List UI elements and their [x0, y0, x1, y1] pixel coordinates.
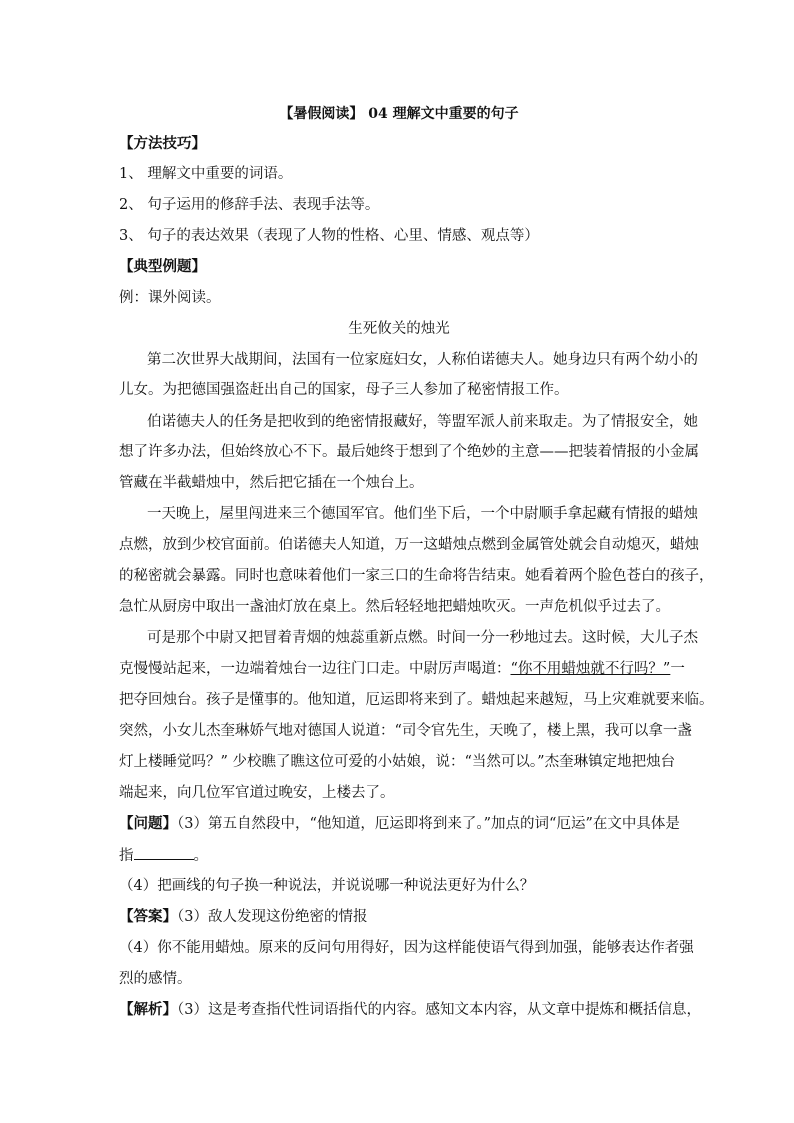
- document-title: 【暑假阅读】 04 理解文中重要的句子: [279, 106, 519, 122]
- answer-4-line-2: 烈的感情。: [119, 971, 192, 987]
- answer-4-line-1: （4）你不能用蜡烛。原来的反问句用得好，因为这样能使语气得到加强，能够表达作者强: [119, 940, 694, 956]
- question-3-text: （3）第五自然段中，“他知道，厄运即将到来了。”加点的词“厄运”在文中具体是: [177, 816, 680, 832]
- story-line: 伯诺德夫人的任务是把收到的绝密情报藏好，等盟军派人前来取走。为了情报安全，她: [147, 414, 698, 430]
- story-line: 急忙从厨房中取出一盏油灯放在桌上。然后轻轻地把蜡烛吹灭。一声危机似乎过去了。: [119, 599, 670, 615]
- story-line-text: 克慢慢站起来，一边端着烛台一边往门口走。中尉厉声喝道：: [119, 661, 511, 677]
- story-line: 的秘密就会暴露。同时也意味着他们一家三口的生命将告结束。她看着两个脸色苍白的孩子，: [119, 568, 714, 584]
- answer-tag: 【答案】: [119, 908, 177, 925]
- analysis-line: [119, 1000, 701, 1020]
- story-line: 可是那个中尉又把冒着青烟的烛蕊重新点燃。时间一分一秒地过去。这时候，大儿子杰: [147, 630, 698, 646]
- story-line: 第二次世界大战期间，法国有一位家庭妇女，人称伯诺德夫人。她身边只有两个幼小的: [147, 352, 698, 368]
- story-line: 端起来，向几位军官道过晚安，上楼去了。: [119, 785, 395, 801]
- question-tag: 【问题】: [119, 815, 177, 832]
- story-line-tail: 一: [670, 661, 685, 677]
- answer-blank[interactable]: [134, 845, 194, 860]
- story-line: 突然，小女儿杰奎琳娇气地对德国人说道：“司令官先生，天晚了，楼上黑，我可以拿一盏: [119, 723, 692, 739]
- underlined-sentence: “你不用蜡烛就不行吗？”: [510, 661, 671, 677]
- method-item-1: 1、 理解文中重要的词语。: [119, 166, 293, 182]
- analysis-text: （3）这是考查指代性词语指代的内容。感知文本内容，从文章中提炼和概括信息，: [177, 1002, 701, 1018]
- story-line: 管藏在半截蜡烛中，然后把它插在一个烛台上。: [119, 475, 424, 491]
- question-3-suffix: 。: [193, 848, 208, 864]
- story-line: 儿女。为把德国强盗赶出自己的国家，母子三人参加了秘密情报工作。: [119, 382, 569, 398]
- story-line: 点燃，放到少校官面前。伯诺德夫人知道，万一这蜡烛点燃到金属管处就会自动熄灭，蜡烛: [119, 537, 699, 553]
- question-4: （4）把画线的句子换一种说法，并说说哪一种说法更好为什么？: [119, 878, 535, 894]
- story-title: 生死攸关的烛光: [348, 321, 450, 337]
- method-item-3: 3、 句子的表达效果（表现了人物的性格、心里、情感、观点等）: [119, 228, 539, 244]
- story-line: 把夺回烛台。孩子是懂事的。他知道，厄运即将来到了。蜡烛起来越短，马上灾难就要来临。: [119, 692, 714, 708]
- analysis-tag: 【解析】: [119, 1001, 177, 1018]
- example-intro: 例：课外阅读。: [119, 290, 221, 306]
- question-3-line-1: [119, 814, 680, 834]
- story-line: 想了许多办法，但始终放心不下。最后她终于想到了个绝妙的主意——把装着情报的小金属: [119, 444, 699, 460]
- story-line: 灯上楼睡觉吗？” 少校瞧了瞧这位可爱的小姑娘，说：“当然可以。”杰奎琳镇定地把烛台: [119, 754, 676, 770]
- answer-3-text: （3）敌人发现这份绝密的情报: [177, 909, 368, 925]
- story-line-with-underline: [119, 659, 685, 679]
- story-line: 一天晚上，屋里闯进来三个德国军官。他们坐下后，一个中尉顺手拿起藏有情报的蜡烛: [147, 506, 698, 522]
- answer-3: [119, 907, 367, 927]
- method-item-2: 2、 句子运用的修辞手法、表现手法等。: [119, 197, 380, 213]
- method-heading: 【方法技巧】: [119, 135, 206, 152]
- example-heading: 【典型例题】: [119, 258, 206, 275]
- question-3-prefix: 指: [119, 848, 134, 864]
- question-3-line-2: [119, 845, 208, 866]
